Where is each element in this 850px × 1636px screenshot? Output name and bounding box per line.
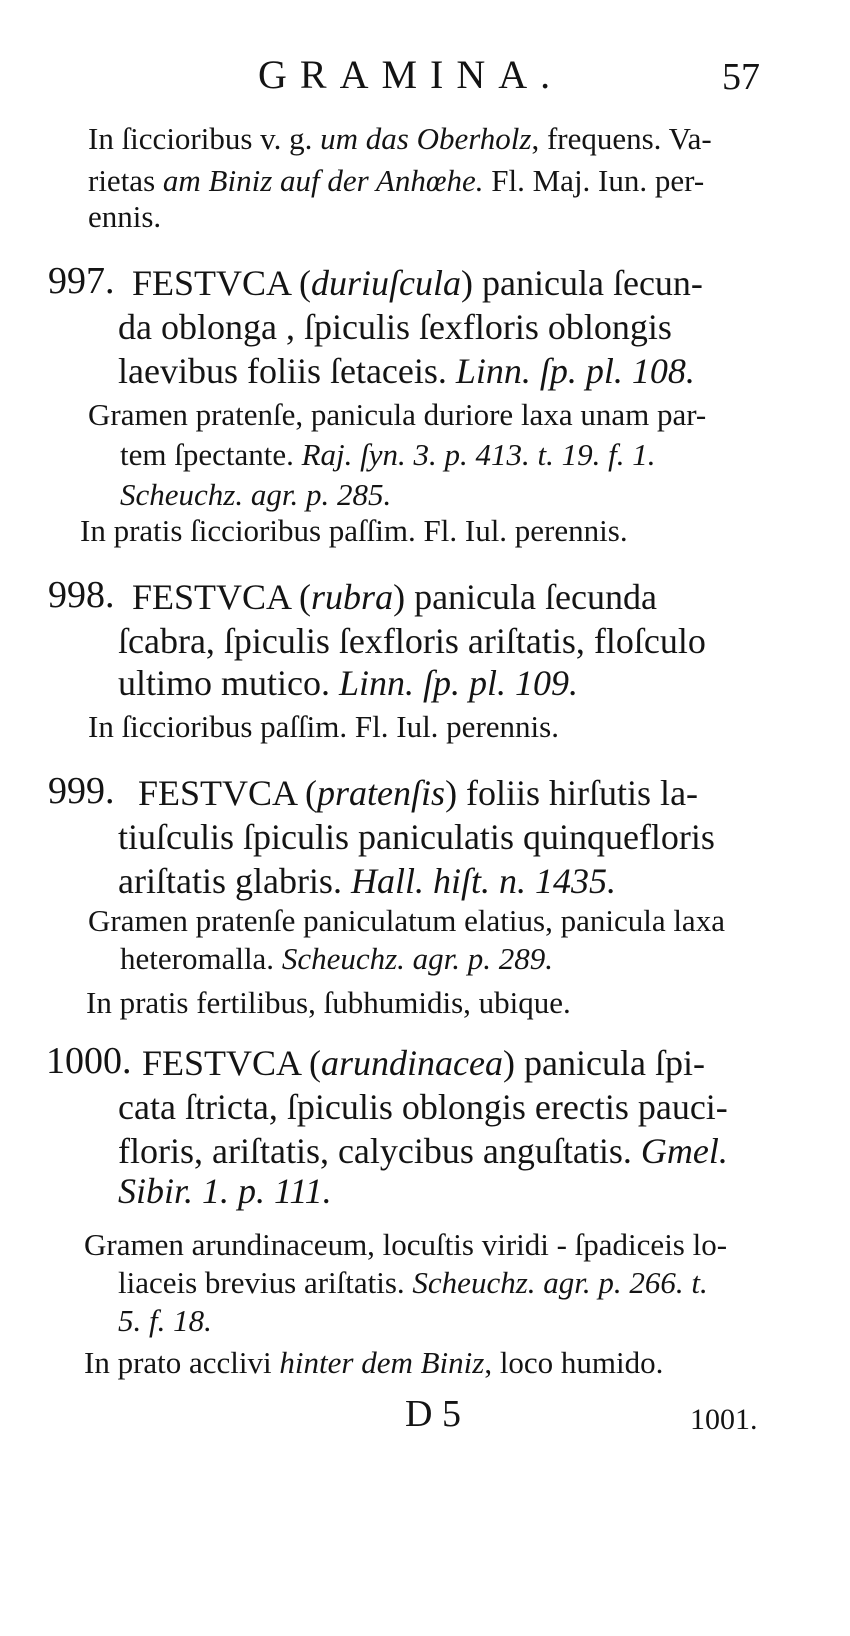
roman-text: ) foliis hirſutis la-	[445, 773, 699, 813]
entry-number: 1000.	[46, 1040, 132, 1082]
habitat-line	[88, 706, 559, 748]
italic-text: Scheuchz. agr. p. 289.	[281, 941, 554, 976]
intro-line	[88, 118, 712, 160]
italic-text: Linn. ſp. pl. 108.	[455, 351, 695, 391]
italic-text: Gmel.	[640, 1131, 728, 1171]
entry-number: 999.	[48, 770, 115, 812]
roman-text: In pratis ſiccioribus paſſim. Fl. Iul. perennis.	[80, 513, 628, 548]
roman-text: rietas	[88, 163, 163, 198]
roman-text: ariſtatis glabris.	[118, 861, 351, 901]
roman-text: Fl. Maj. Iun. per-	[483, 163, 705, 198]
italic-text: Scheuchz. agr. p. 266. t.	[412, 1265, 708, 1300]
italic-text: Linn. ſp. pl. 109.	[339, 663, 579, 703]
intro-line	[88, 160, 704, 202]
synonym-line	[84, 1224, 727, 1266]
roman-text: , loco humido.	[484, 1345, 664, 1380]
italic-text: arundinacea	[321, 1043, 504, 1083]
species-heading	[142, 1040, 705, 1086]
species-description-line	[118, 814, 715, 860]
italic-text: pratenſis	[317, 773, 446, 813]
species-heading	[132, 574, 657, 620]
roman-text: Gramen arundinaceum, locuſtis viridi - ſpadiceis lo-	[84, 1227, 728, 1262]
running-head	[0, 50, 850, 100]
roman-text: In ſiccioribus v. g.	[88, 121, 321, 156]
species-description-line	[118, 618, 706, 664]
habitat-line	[86, 982, 571, 1024]
roman-text: floris, ariſtatis, calycibus anguſtatis.	[118, 1131, 641, 1171]
roman-text: ennis.	[88, 199, 162, 234]
synonym-line	[118, 1262, 708, 1304]
synonym-line	[120, 434, 656, 476]
synonym-line	[88, 900, 725, 942]
roman-text: liaceis brevius ariſtatis.	[118, 1265, 413, 1300]
roman-text: In prato acclivi	[84, 1345, 280, 1380]
italic-text: duriuſcula	[311, 263, 462, 303]
roman-text: tiuſculis ſpiculis paniculatis quinquefloris	[118, 817, 715, 857]
roman-text: ) panicula ſecun-	[461, 263, 703, 303]
species-heading	[132, 260, 703, 306]
italic-text: Raj. ſyn. 3. p. 413. t. 19. f. 1.	[301, 437, 656, 472]
habitat-line	[80, 510, 628, 552]
page-footer	[0, 1384, 850, 1444]
roman-text: , frequens. Va-	[531, 121, 712, 156]
roman-text: FESTVCA (	[138, 773, 318, 813]
roman-text: ultimo mutico.	[118, 663, 339, 703]
italic-text: um das Oberholz	[320, 121, 532, 156]
roman-text: tem ſpectante.	[120, 437, 302, 472]
roman-text: laevibus foliis ſetaceis.	[118, 351, 456, 391]
page-number: 57	[722, 56, 760, 98]
species-description-line	[118, 348, 695, 394]
roman-text: In pratis fertilibus, ſubhumidis, ubique.	[86, 985, 571, 1020]
roman-text: ) panicula ſpi-	[503, 1043, 705, 1083]
italic-text: am Biniz auf der Anhœhe.	[162, 163, 484, 198]
synonym-line	[120, 938, 553, 980]
roman-text: FESTVCA (	[142, 1043, 322, 1083]
roman-text: FESTVCA (	[132, 577, 312, 617]
intro-line	[88, 196, 161, 238]
species-heading	[138, 770, 698, 816]
entry-number: 997.	[48, 260, 115, 302]
italic-text: Hall. hiſt. n. 1435.	[350, 861, 616, 901]
roman-text: cata ſtricta, ſpiculis oblongis erectis pauci-	[118, 1087, 728, 1127]
synonym-line	[88, 394, 706, 436]
roman-text: FESTVCA (	[132, 263, 312, 303]
running-title: GRAMINA.	[258, 52, 564, 97]
catchword: 1001.	[690, 1403, 758, 1436]
italic-text: Scheuchz. agr. p. 285.	[120, 477, 392, 512]
italic-text: Sibir. 1. p. 111.	[118, 1171, 332, 1211]
species-description-line	[118, 1168, 332, 1214]
species-description-line	[118, 858, 616, 904]
species-description-line	[118, 660, 578, 706]
roman-text: Gramen pratenſe, panicula duriore laxa unam par-	[88, 397, 707, 432]
roman-text: da oblonga , ſpiculis ſexfloris oblongis	[118, 307, 672, 347]
roman-text: ſcabra, ſpiculis ſexfloris ariſtatis, floſculo	[118, 621, 706, 661]
roman-text: ) panicula ſecunda	[393, 577, 657, 617]
entry-number: 998.	[48, 574, 115, 616]
roman-text: heteromalla.	[120, 941, 282, 976]
roman-text: Gramen pratenſe paniculatum elatius, panicula laxa	[88, 903, 725, 938]
italic-text: 5. f. 18.	[118, 1303, 212, 1338]
species-description-line	[118, 304, 672, 350]
synonym-line	[118, 1300, 212, 1342]
roman-text: In ſiccioribus paſſim. Fl. Iul. perennis.	[88, 709, 559, 744]
species-description-line	[118, 1084, 728, 1130]
habitat-line	[84, 1342, 663, 1384]
signature-mark: D 5	[405, 1393, 461, 1435]
italic-text: hinter dem Biniz	[279, 1345, 485, 1380]
italic-text: rubra	[311, 577, 394, 617]
